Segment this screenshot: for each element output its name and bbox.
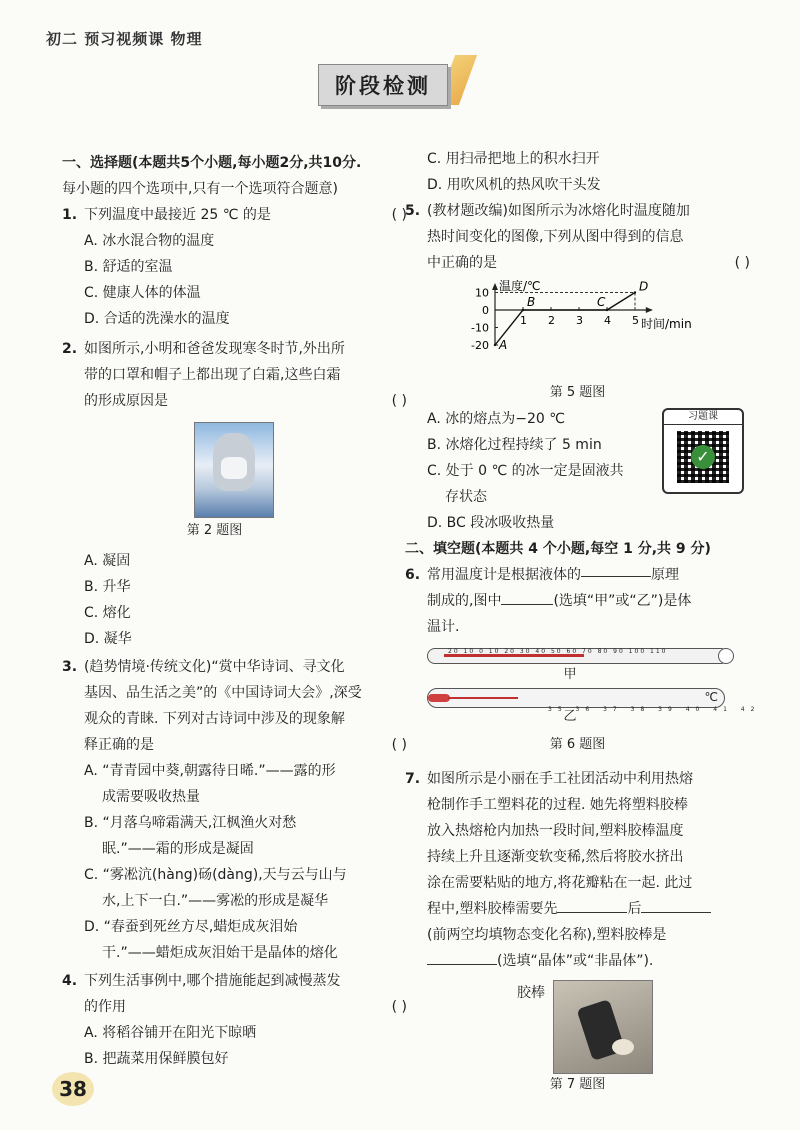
q6-text-5: 温计. [427,619,460,635]
q2-number: 2. [62,341,78,357]
q2-option-a[interactable]: A. 凝固 [84,553,131,569]
q5-option-c-cont: 存状态 [445,489,487,505]
point-C [606,309,608,311]
thermometer-yi-scale: 35 36 37 38 39 40 41 42 [548,706,761,713]
q5-answer-bracket[interactable]: ( ) [734,255,750,271]
question-3 [62,654,407,966]
point-label-C: C [597,295,606,309]
data-line [495,293,635,346]
q1-stem: 下列温度中最接近 25 ℃ 的是 [84,207,271,223]
q3-option-c-cont: 水,上下一白.”——雾凇的形成是凝华 [102,893,329,909]
y-tick-label: 10 [475,286,489,300]
q1-option-a[interactable]: A. 冰水混合物的温度 [84,233,215,249]
q3-option-a-cont: 成需要吸收热量 [102,789,200,805]
q6-number: 6. [405,567,421,583]
q7-line1: 如图所示是小丽在手工社团活动中利用热熔 [427,771,693,787]
q5-option-c[interactable]: C. 处于 0 ℃ 的冰一定是固液共 [427,463,624,479]
q2-option-b[interactable]: B. 升华 [84,579,131,595]
q6-text-2: 原理 [651,567,679,583]
point-label-B: B [527,295,536,309]
q2-option-d[interactable]: D. 凝华 [84,631,132,647]
q7-figure [405,976,750,1072]
q3-option-d-cont: 干.”——蜡炬成灰泪始干是晶体的熔化 [102,945,338,961]
q3-line2: 基因、品生活之美”的《中国诗词大会》,深受 [84,685,362,701]
q2-line1: 如图所示,小明和爸爸发现寒冬时节,外出所 [84,341,345,357]
q5-line3: 中正确的是 ( ) [405,250,750,276]
thermometer-jia-scale: 20 10 0 10 20 30 40 50 60 70 80 90 100 110 [448,648,668,655]
q5-option-d[interactable]: D. BC 段冰吸收热量 [427,515,555,531]
q7-line3: 放入热熔枪内加热一段时间,塑料胶棒温度 [427,823,684,839]
q2-answer-bracket[interactable]: ( ) [391,393,407,409]
question-1 [62,202,407,332]
q1-option-c[interactable]: C. 健康人体的体温 [84,285,201,301]
q7-text-6a: 程中,塑料胶棒需要先 [427,901,558,917]
q5-chart [435,280,735,380]
point-label-D: D [639,280,649,294]
q7-blank-1[interactable] [557,898,627,913]
right-column [405,146,761,1098]
point-D [634,291,636,293]
qr-code [677,431,729,483]
q3-line3: 观众的青睐. 下列对古诗词中涉及的现象解 [84,711,345,727]
q1-answer-bracket[interactable]: ( ) [391,207,407,223]
q5-options [405,406,750,536]
q7-blank-3[interactable] [427,950,497,965]
point-label-A: A [499,338,508,352]
section1-header-2: 每小题的四个选项中,只有一个选项符合题意) [62,181,338,197]
q7-blank-2[interactable] [641,898,711,913]
q5-line1: (教材题改编)如图所示为冰熔化时温度随加 [427,203,690,219]
q3-line1: (趋势情境·传统文化)“赏中华诗词、寻文化 [84,659,345,675]
question-6 [405,562,761,758]
q5-number: 5. [405,203,421,219]
q3-option-c[interactable]: C. “雾凇沆(hàng)砀(dàng),天与云与山与 [84,867,347,883]
q3-line4: 释正确的是 ( ) [62,732,407,758]
page-number: 38 [52,1072,94,1106]
q4-line2: 的作用 ( ) [62,994,407,1020]
q1-number: 1. [62,207,78,223]
check-icon: ✓ [691,445,715,469]
q4-option-c[interactable]: C. 用扫帚把地上的积水扫开 [427,151,600,167]
q5-caption: 第 5 题图 [549,385,606,400]
q4-answer-bracket[interactable]: ( ) [391,999,407,1015]
q3-option-b[interactable]: B. “月落乌啼霜满天,江枫渔火对愁 [84,815,297,831]
q2-option-c[interactable]: C. 熔化 [84,605,131,621]
q5-option-b[interactable]: B. 冰熔化过程持续了 5 min [427,437,602,453]
point-B [522,309,524,311]
x-tick-label: 1 [520,314,527,327]
y-axis-label: 温度/℃ [499,280,541,293]
q6-text-1: 常用温度计是根据液体的 [427,567,581,583]
q4-number: 4. [62,973,78,989]
x-tick-label: 5 [632,314,639,327]
question-4 [62,968,407,1072]
page-title: 阶段检测 [318,64,448,106]
qr-label: 习题课 [664,410,742,425]
q2-line3: 的形成原因是 ( ) [62,388,407,414]
x-tick-label: 3 [576,314,583,327]
q5-option-a[interactable]: A. 冰的熔点为−20 ℃ [427,411,565,427]
q6-blank-1[interactable] [581,562,651,577]
thermometer-jia-bulb [718,648,734,664]
section2-header: 二、填空题(本题共 4 个小题,每空 1 分,共 9 分) [405,541,711,557]
q2-caption: 第 2 题图 [186,523,243,538]
q7-line7: (前两空均填物态变化名称),塑料胶棒是 [427,927,667,943]
q6-caption: 第 6 题图 [549,737,606,752]
q7-line5: 涂在需要粘贴的地方,将花瓣粘在一起. 此过 [427,875,693,891]
q6-text-3: 制成的,图中 [427,593,502,609]
q7-number: 7. [405,771,421,787]
thermometer-yi-label: 乙 [563,709,577,724]
point-A [494,344,496,346]
y-axis-arrow [492,283,498,290]
y-tick-label: 0 [482,304,489,317]
q3-answer-bracket[interactable]: ( ) [391,737,407,753]
x-tick-label: 2 [548,314,555,327]
q2-line2: 带的口罩和帽子上都出现了白霜,这些白霜 [84,367,341,383]
y-tick-label: -10 [471,321,489,335]
q3-option-b-cont: 眠.”——霜的形成是凝固 [102,841,254,857]
q7-text-8: (选填“晶体”或“非晶体”). [497,953,654,969]
q2-photo [194,422,274,518]
q1-option-b[interactable]: B. 舒适的室温 [84,259,173,275]
q7-label: 胶棒 [517,985,545,1001]
section1-header: 一、选择题(本题共5个小题,每小题2分,共10分. [62,155,362,171]
q4-option-d[interactable]: D. 用吹风机的热风吹干头发 [427,177,601,193]
page-header: 初二 预习视频课 物理 [46,30,203,48]
thermometer-jia-label: 甲 [563,667,577,682]
question-5 [405,198,750,536]
q7-line4: 持续上升且逐渐变软变稀,然后将胶水挤出 [427,849,684,865]
q7-photo [553,980,653,1074]
left-column [62,150,407,1072]
question-7 [405,766,750,1098]
q6-figure [405,642,761,734]
x-axis-label: 时间/min [641,317,692,331]
q3-option-d[interactable]: D. “春蚕到死丝方尽,蜡炬成灰泪始 [84,919,298,935]
q6-text-4: (选填“甲”或“乙”)是体 [553,593,692,609]
q1-option-d[interactable]: D. 合适的洗澡水的温度 [84,311,230,327]
q7-text-6b: 后 [627,901,642,917]
q7-caption: 第 7 题图 [549,1077,606,1092]
thermometer-yi-unit: ℃ [704,690,718,704]
q3-option-a[interactable]: A. “青青园中葵,朝露待日晞.”——露的形 [84,763,336,779]
question-2 [62,336,407,652]
x-axis-arrow [646,307,653,313]
x-tick-label: 4 [604,314,611,327]
q5-line2: 热时间变化的图像,下列从图中得到的信息 [427,229,684,245]
y-tick-label: -20 [471,339,489,352]
q3-number: 3. [62,659,78,675]
q6-blank-2[interactable] [501,590,553,605]
q4-line1: 下列生活事例中,哪个措施能起到减慢蒸发 [84,973,341,989]
q4-option-a[interactable]: A. 将稻谷铺开在阳光下晾晒 [84,1025,257,1041]
q7-line2: 枪制作手工塑料花的过程. 她先将塑料胶棒 [427,797,688,813]
q4-option-b[interactable]: B. 把蔬菜用保鲜膜包好 [84,1051,229,1067]
qr-code-card[interactable] [662,408,744,494]
